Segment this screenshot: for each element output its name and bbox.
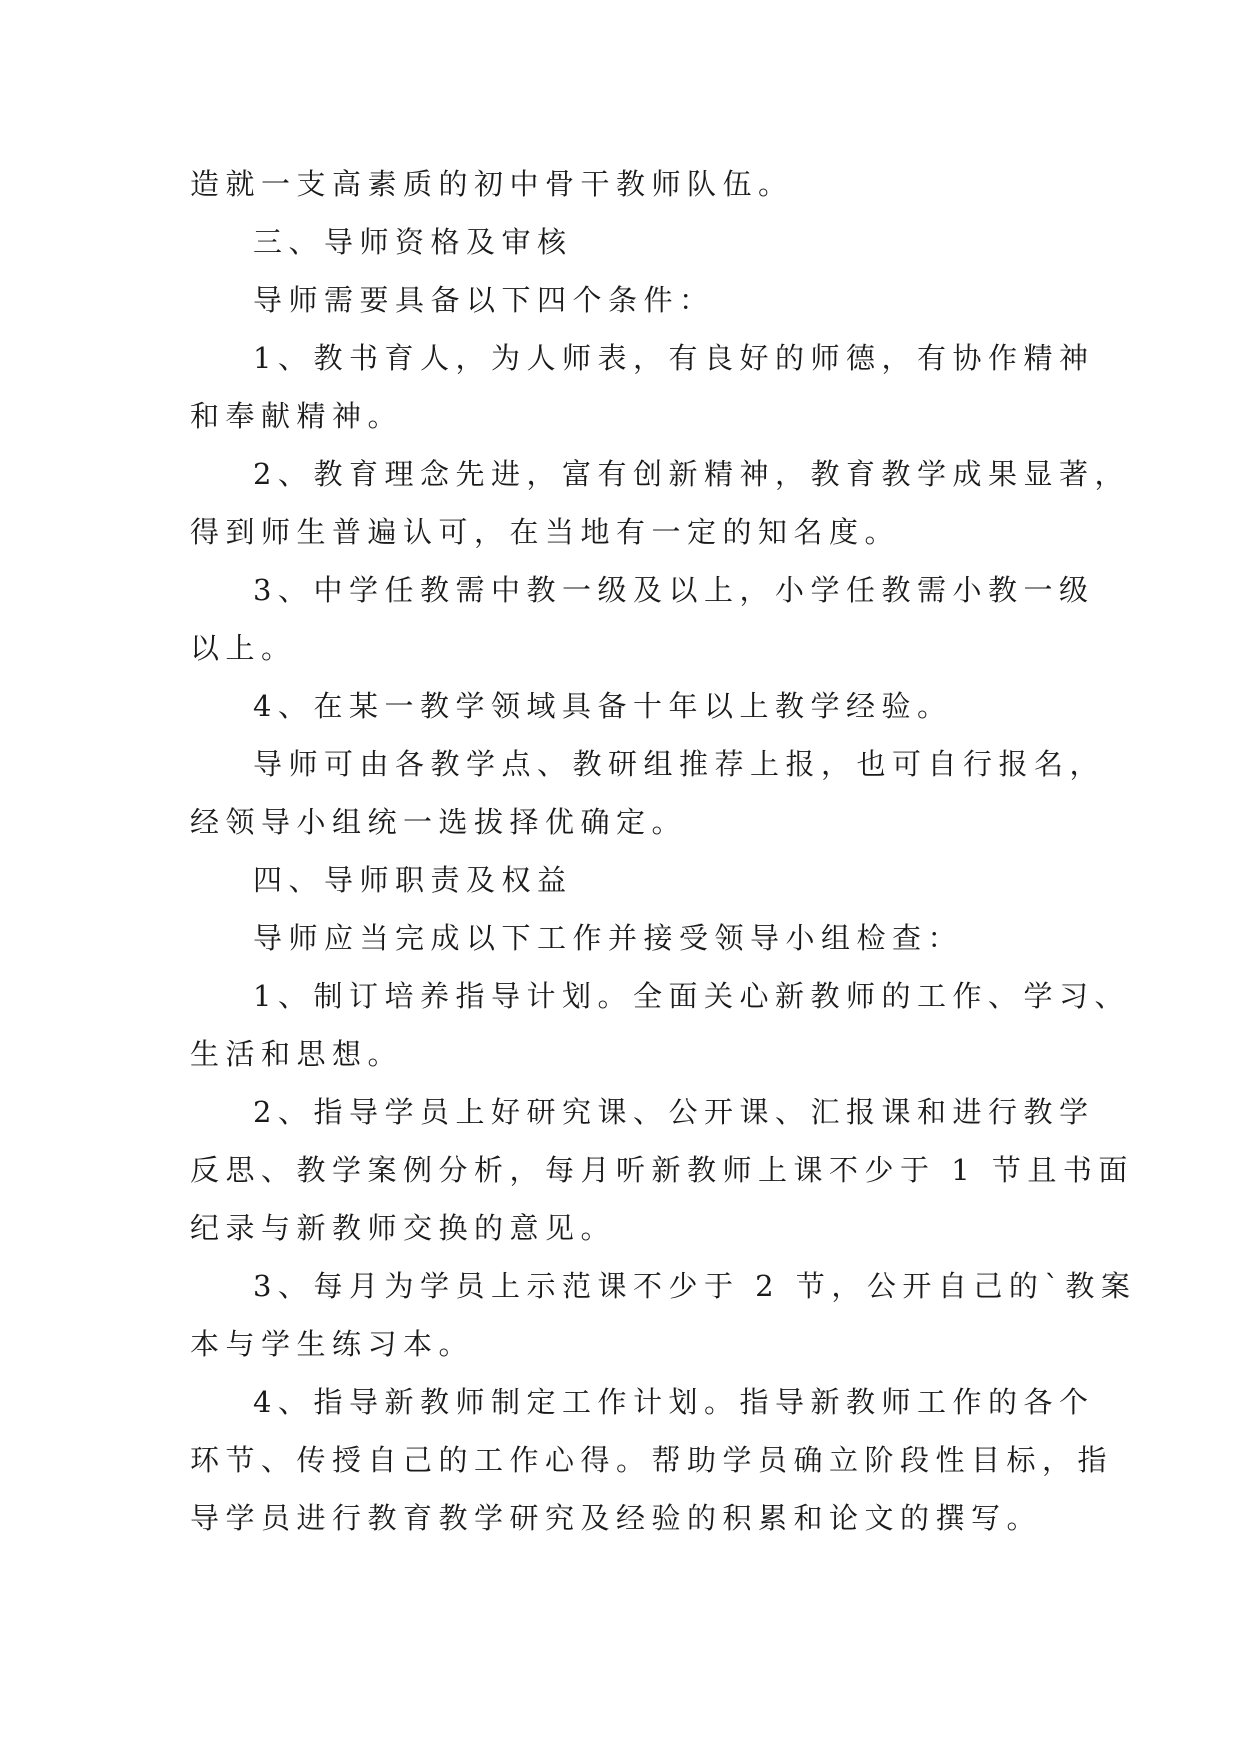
list-item: 1、制订培养指导计划。全面关心新教师的工作、学习、	[253, 979, 1130, 1013]
text-line: 以上。	[190, 631, 297, 665]
list-item: 3、每月为学员上示范课不少于 2 节，公开自己的`教案	[253, 1269, 1137, 1303]
text-line: 经领导小组统一选拔择优确定。	[190, 805, 688, 839]
list-item: 2、教育理念先进，富有创新精神，教育教学成果显著，	[253, 457, 1130, 491]
text-line: 本与学生练习本。	[190, 1327, 475, 1361]
list-item: 3、中学任教需中教一级及以上，小学任教需小教一级	[253, 573, 1095, 607]
document-body	[190, 155, 1137, 1547]
text-line: 生活和思想。	[190, 1037, 404, 1071]
list-item: 4、在某一教学领域具备十年以上教学经验。	[253, 689, 953, 723]
text-line: 得到师生普遍认可，在当地有一定的知名度。	[190, 515, 901, 549]
text-line: 纪录与新教师交换的意见。	[190, 1211, 617, 1245]
list-item: 1、教书育人，为人师表，有良好的师德，有协作精神	[253, 341, 1095, 375]
text-line: 反思、教学案例分析，每月听新教师上课不少于 1 节且书面	[190, 1153, 1134, 1187]
text-line: 导师应当完成以下工作并接受领导小组检查：	[253, 921, 964, 955]
text-line: 导学员进行教育教学研究及经验的积累和论文的撰写。	[190, 1501, 1043, 1535]
text-line: 环节、传授自己的工作心得。帮助学员确立阶段性目标，指	[190, 1443, 1114, 1477]
text-line: 造就一支高素质的初中骨干教师队伍。	[190, 167, 794, 201]
list-item: 2、指导学员上好研究课、公开课、汇报课和进行教学	[253, 1095, 1095, 1129]
text-line: 和奉献精神。	[190, 399, 404, 433]
text-line: 导师需要具备以下四个条件：	[253, 283, 715, 317]
section-heading: 四、导师职责及权益	[253, 863, 573, 897]
list-item: 4、指导新教师制定工作计划。指导新教师工作的各个	[253, 1385, 1095, 1419]
section-heading: 三、导师资格及审核	[253, 225, 573, 259]
text-line: 导师可由各教学点、教研组推荐上报，也可自行报名，	[253, 747, 1106, 781]
